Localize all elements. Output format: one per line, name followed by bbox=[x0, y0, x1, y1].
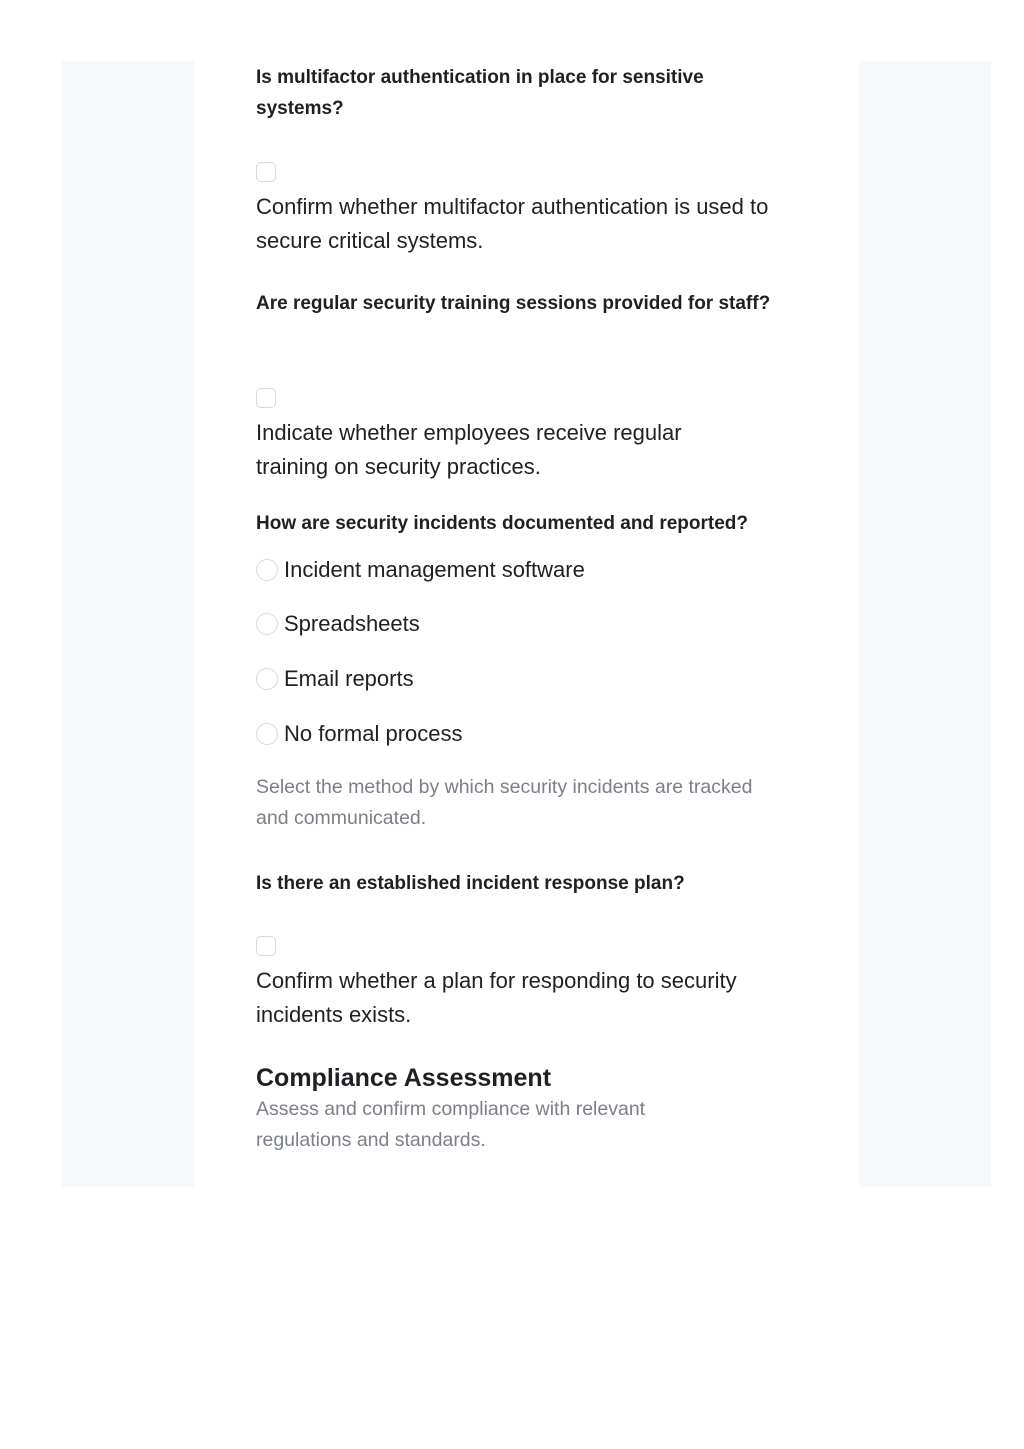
radio-option-no-formal-process[interactable] bbox=[256, 718, 463, 750]
security-training-description: Indicate whether employees receive regular training on security practices. bbox=[256, 420, 682, 479]
radio-button[interactable] bbox=[256, 668, 278, 690]
incident-response-plan-description: Confirm whether a plan for responding to security incidents exists. bbox=[256, 968, 737, 1027]
radio-option-label: Spreadsheets bbox=[284, 611, 420, 636]
incident-documentation-help: Select the method by which security incidents are tracked and communicated. bbox=[256, 776, 753, 829]
radio-option-email-reports[interactable] bbox=[256, 663, 414, 695]
security-training-checkbox[interactable] bbox=[256, 388, 276, 408]
question-security-training: Are regular security training sessions provided for staff? bbox=[256, 293, 771, 314]
mfa-checkbox[interactable] bbox=[256, 162, 276, 182]
radio-option-incident-software[interactable] bbox=[256, 554, 585, 586]
mfa-description: Confirm whether multifactor authentication is used to secure critical systems. bbox=[256, 194, 769, 253]
radio-option-label: No formal process bbox=[284, 721, 463, 746]
radio-button[interactable] bbox=[256, 613, 278, 635]
incident-response-plan-checkbox[interactable] bbox=[256, 936, 276, 956]
section-title: Compliance Assessment bbox=[256, 1064, 552, 1092]
question-mfa: Is multifactor authentication in place for sensitive systems? bbox=[256, 67, 704, 119]
radio-option-label: Email reports bbox=[284, 666, 414, 691]
question-incident-documentation: How are security incidents documented and reported? bbox=[256, 513, 748, 534]
section-subtitle: Assess and confirm compliance with relevant regulations and standards. bbox=[256, 1098, 646, 1151]
radio-button[interactable] bbox=[256, 723, 278, 745]
radio-button[interactable] bbox=[256, 559, 278, 581]
radio-option-spreadsheets[interactable] bbox=[256, 608, 420, 640]
radio-option-label: Incident management software bbox=[284, 557, 585, 582]
question-incident-response-plan: Is there an established incident response plan? bbox=[256, 873, 685, 894]
form-card bbox=[194, 61, 859, 1187]
